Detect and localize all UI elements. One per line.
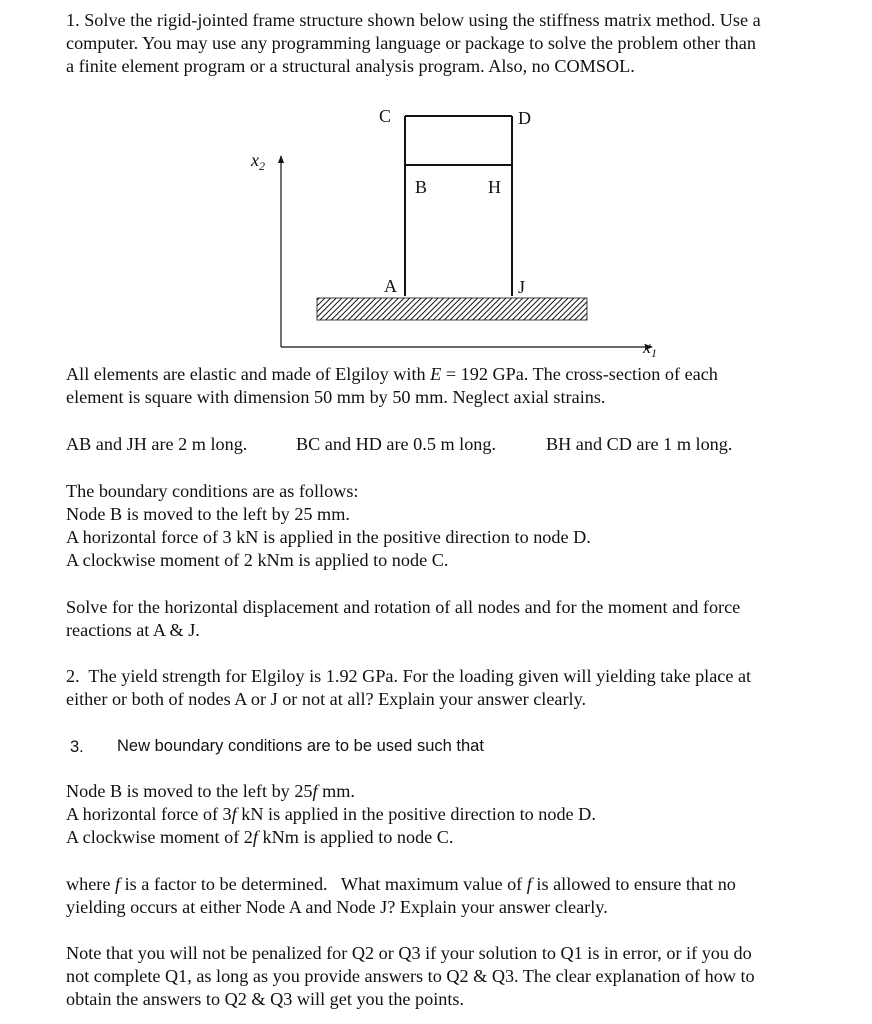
axis-label-x1: $x_1$ [643,337,657,360]
q3-bc-text: A horizontal force of 3 [66,804,232,824]
material-text: = 192 GPa. The cross-section of each [441,364,718,384]
bc-item: A horizontal force of 3 kN is applied in the positive direction to node D. [66,527,591,547]
bc-heading: The boundary conditions are as follows: [66,481,359,501]
q3-bc-item [66,826,856,849]
node-label-d: D [518,108,531,128]
q3-bc-text: mm. [317,781,355,801]
bc-item: Node B is moved to the left by 25 mm. [66,504,350,524]
solve-line: reactions at A & J. [66,620,200,640]
note-paragraph [66,942,856,1011]
length-ab-jh: AB and JH are 2 m long. [66,434,248,454]
node-label-c: C [379,106,392,126]
q2-line: either or both of nodes A or J or not at all? Explain your answer clearly. [66,689,587,709]
length-bh-cd: BH and CD are 1 m long. [546,434,733,454]
material-text: All elements are elastic and made of Elgiloy with [66,364,431,384]
q3-bc-text: kN is applied in the positive direction to node D. [236,804,596,824]
q3-heading [70,735,484,759]
where-text: is a factor to be determined. What maximum value of [120,874,527,894]
where-text: is allowed to ensure that no [531,874,736,894]
q2-line: 2. The yield strength for Elgiloy is 1.92 GPa. For the loading given will yielding take place at [66,666,752,686]
q1-intro-line: computer. You may use any programming language or package to solve the problem other than [66,33,756,53]
q3-bc-text: A clockwise moment of 2 [66,827,253,847]
factor-symbol: f [526,874,532,894]
note-line: not complete Q1, as long as you provide answers to Q2 & Q3. The clear explanation of how to [66,966,755,986]
q3-heading-text: New boundary conditions are to be used such that [117,737,484,755]
factor-symbol: f [114,874,121,894]
material-line-1 [66,363,856,386]
q3-boundary-conditions [66,780,856,849]
q1-intro-line: a finite element program or a structural analysis program. Also, no COMSOL. [66,56,635,76]
q3-where-line-2: yielding occurs at either Node A and Node J? Explain your answer clearly. [66,897,608,917]
q1-intro-line: 1. Solve the rigid-jointed frame structure shown below using the stiffness matrix method. Use a [66,10,761,30]
note-line: obtain the answers to Q2 & Q3 will get you the points. [66,989,465,1009]
modulus-symbol: E [430,364,442,384]
node-label-j: J [518,277,526,297]
material-paragraph [66,363,856,409]
q3-bc-text: kNm is applied to node C. [257,827,454,847]
node-label-a: A [384,276,397,296]
ground-support [317,298,587,320]
solve-instructions [66,596,856,642]
factor-symbol: f [252,827,258,847]
q3-bc-text: Node B is moved to the left by 25 [66,781,313,801]
q3-where-line-1 [66,873,856,896]
q3-where-paragraph [66,873,856,919]
q2-paragraph [66,665,856,711]
material-line-2: element is square with dimension 50 mm by 50 mm. Neglect axial strains. [66,387,606,407]
node-label-b: B [415,177,428,197]
length-bc-hd: BC and HD are 0.5 m long. [296,434,497,454]
boundary-conditions [66,480,856,572]
factor-symbol: f [312,781,318,801]
q3-bc-item [66,780,856,803]
member-lengths [66,433,733,456]
axis-label-x2: $x_2$ [251,150,265,173]
bc-item: A clockwise moment of 2 kNm is applied to node C. [66,550,449,570]
note-line: Note that you will not be penalized for Q2 or Q3 if your solution to Q1 is in error, or if you do [66,943,752,963]
solve-line: Solve for the horizontal displacement and rotation of all nodes and for the moment and force [66,597,741,617]
factor-symbol: f [231,804,237,824]
q3-bc-item [66,803,856,826]
where-text: where [66,874,115,894]
node-label-h: H [488,177,501,197]
q3-number: 3. [70,738,84,756]
